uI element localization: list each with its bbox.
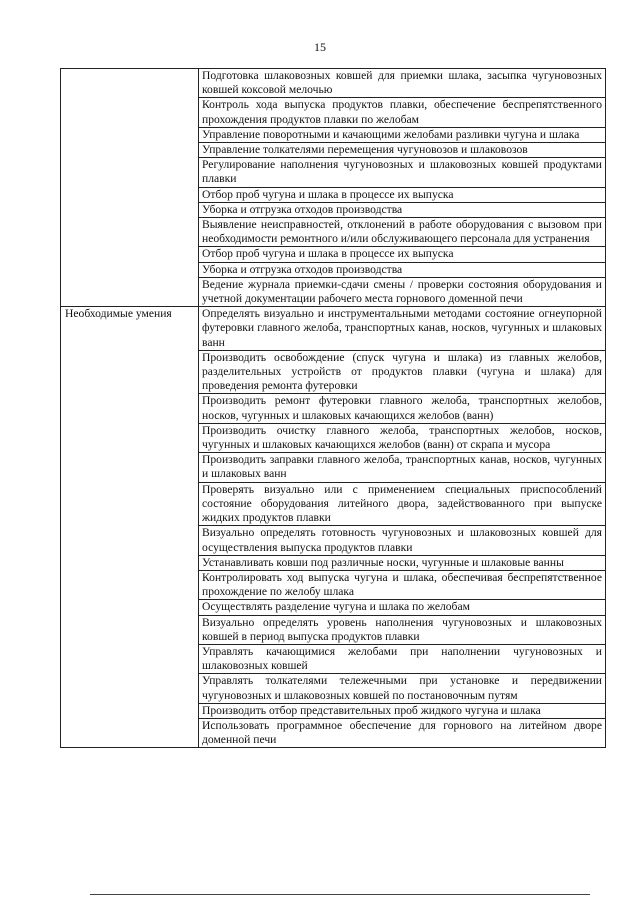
table-cell-item: Отбор проб чугуна и шлака в процессе их выпуска (199, 247, 606, 262)
table-cell-item: Производить очистку главного желоба, транспортных желобов, носков, чугунных и шлаковых качающихся желобов (ванн) от скрапа и мусора (199, 423, 606, 452)
table-cell-item: Контролировать ход выпуска чугуна и шлака, обеспечивая беспрепятственное прохождение по желобу шлака (199, 570, 606, 599)
table-cell-item: Выявление неисправностей, отклонений в работе оборудования с вызовом при необходимости ремонтного и/или обслуживающего персонала для устранения (199, 218, 606, 247)
page-number: 15 (314, 40, 326, 54)
table-cell-item: Управление толкателями перемещения чугуновозов и шлаковозов (199, 143, 606, 158)
table-cell-item: Уборка и отгрузка отходов производства (199, 262, 606, 277)
table-cell-item: Уборка и отгрузка отходов производства (199, 202, 606, 217)
table-row (61, 69, 606, 98)
competency-table (60, 68, 606, 748)
table-cell-item: Подготовка шлаковозных ковшей для приемки шлака, засыпка чугуновозных ковшей коксовой мелочью (199, 69, 606, 98)
table-cell-item: Управлять толкателями тележечными при установке и передвижении чугуновозных и шлаковозных ковшей по постановочным путям (199, 674, 606, 703)
table-cell-item: Визуально определять готовность чугуновозных и шлаковозных ковшей для осуществления выпуска продуктов плавки (199, 526, 606, 555)
table-cell-item: Устанавливать ковши под различные носки, чугунные и шлаковые ванны (199, 555, 606, 570)
competency-table-body (61, 69, 606, 748)
table-cell-item: Использовать программное обеспечение для горнового на литейном дворе доменной печи (199, 718, 606, 747)
table-cell-item: Визуально определять уровень наполнения чугуновозных и шлаковозных ковшей в период выпуска продуктов плавки (199, 615, 606, 644)
table-cell-item: Производить ремонт футеровки главного желоба, транспортных желобов, носков, чугунных и шлаковых качающихся желобов (ванн) (199, 394, 606, 423)
table-row (61, 307, 606, 351)
table-cell-item: Контроль хода выпуска продуктов плавки, обеспечение беспрепятственного прохождения продуктов плавки по желобам (199, 98, 606, 127)
section-label (61, 69, 199, 307)
scan-artifact-line (90, 894, 590, 895)
table-cell-item: Определять визуально и инструментальными методами состояние огнеупорной футеровки главного желоба, транспортных канав, носков, чугунных и шлаковых ванн (199, 307, 606, 351)
table-cell-item: Осуществлять разделение чугуна и шлака по желобам (199, 600, 606, 615)
table-cell-item: Производить отбор представительных проб жидкого чугуна и шлака (199, 703, 606, 718)
section-label: Необходимые умения (61, 307, 199, 748)
table-cell-item: Управление поворотными и качающими желобами разливки чугуна и шлака (199, 127, 606, 142)
table-cell-item: Отбор проб чугуна и шлака в процессе их выпуска (199, 187, 606, 202)
table-cell-item: Управлять качающимися желобами при наполнении чугуновозных и шлаковозных ковшей (199, 644, 606, 673)
table-cell-item: Проверять визуально или с применением специальных приспособлений состояние оборудования литейного двора, задействованного при выпуске жидких продуктов плавки (199, 482, 606, 526)
table-cell-item: Производить освобождение (спуск чугуна и шлака) из главных желобов, разделительных устройств от продуктов плавки (чугуна и шлака) для проведения ремонта футеровки (199, 350, 606, 394)
table-cell-item: Регулирование наполнения чугуновозных и шлаковозных ковшей продуктами плавки (199, 158, 606, 187)
table-cell-item: Производить заправки главного желоба, транспортных канав, носков, чугунных и шлаковых ванн (199, 453, 606, 482)
table-cell-item: Ведение журнала приемки-сдачи смены / проверки состояния оборудования и учетной документации рабочего места горнового доменной печи (199, 277, 606, 306)
